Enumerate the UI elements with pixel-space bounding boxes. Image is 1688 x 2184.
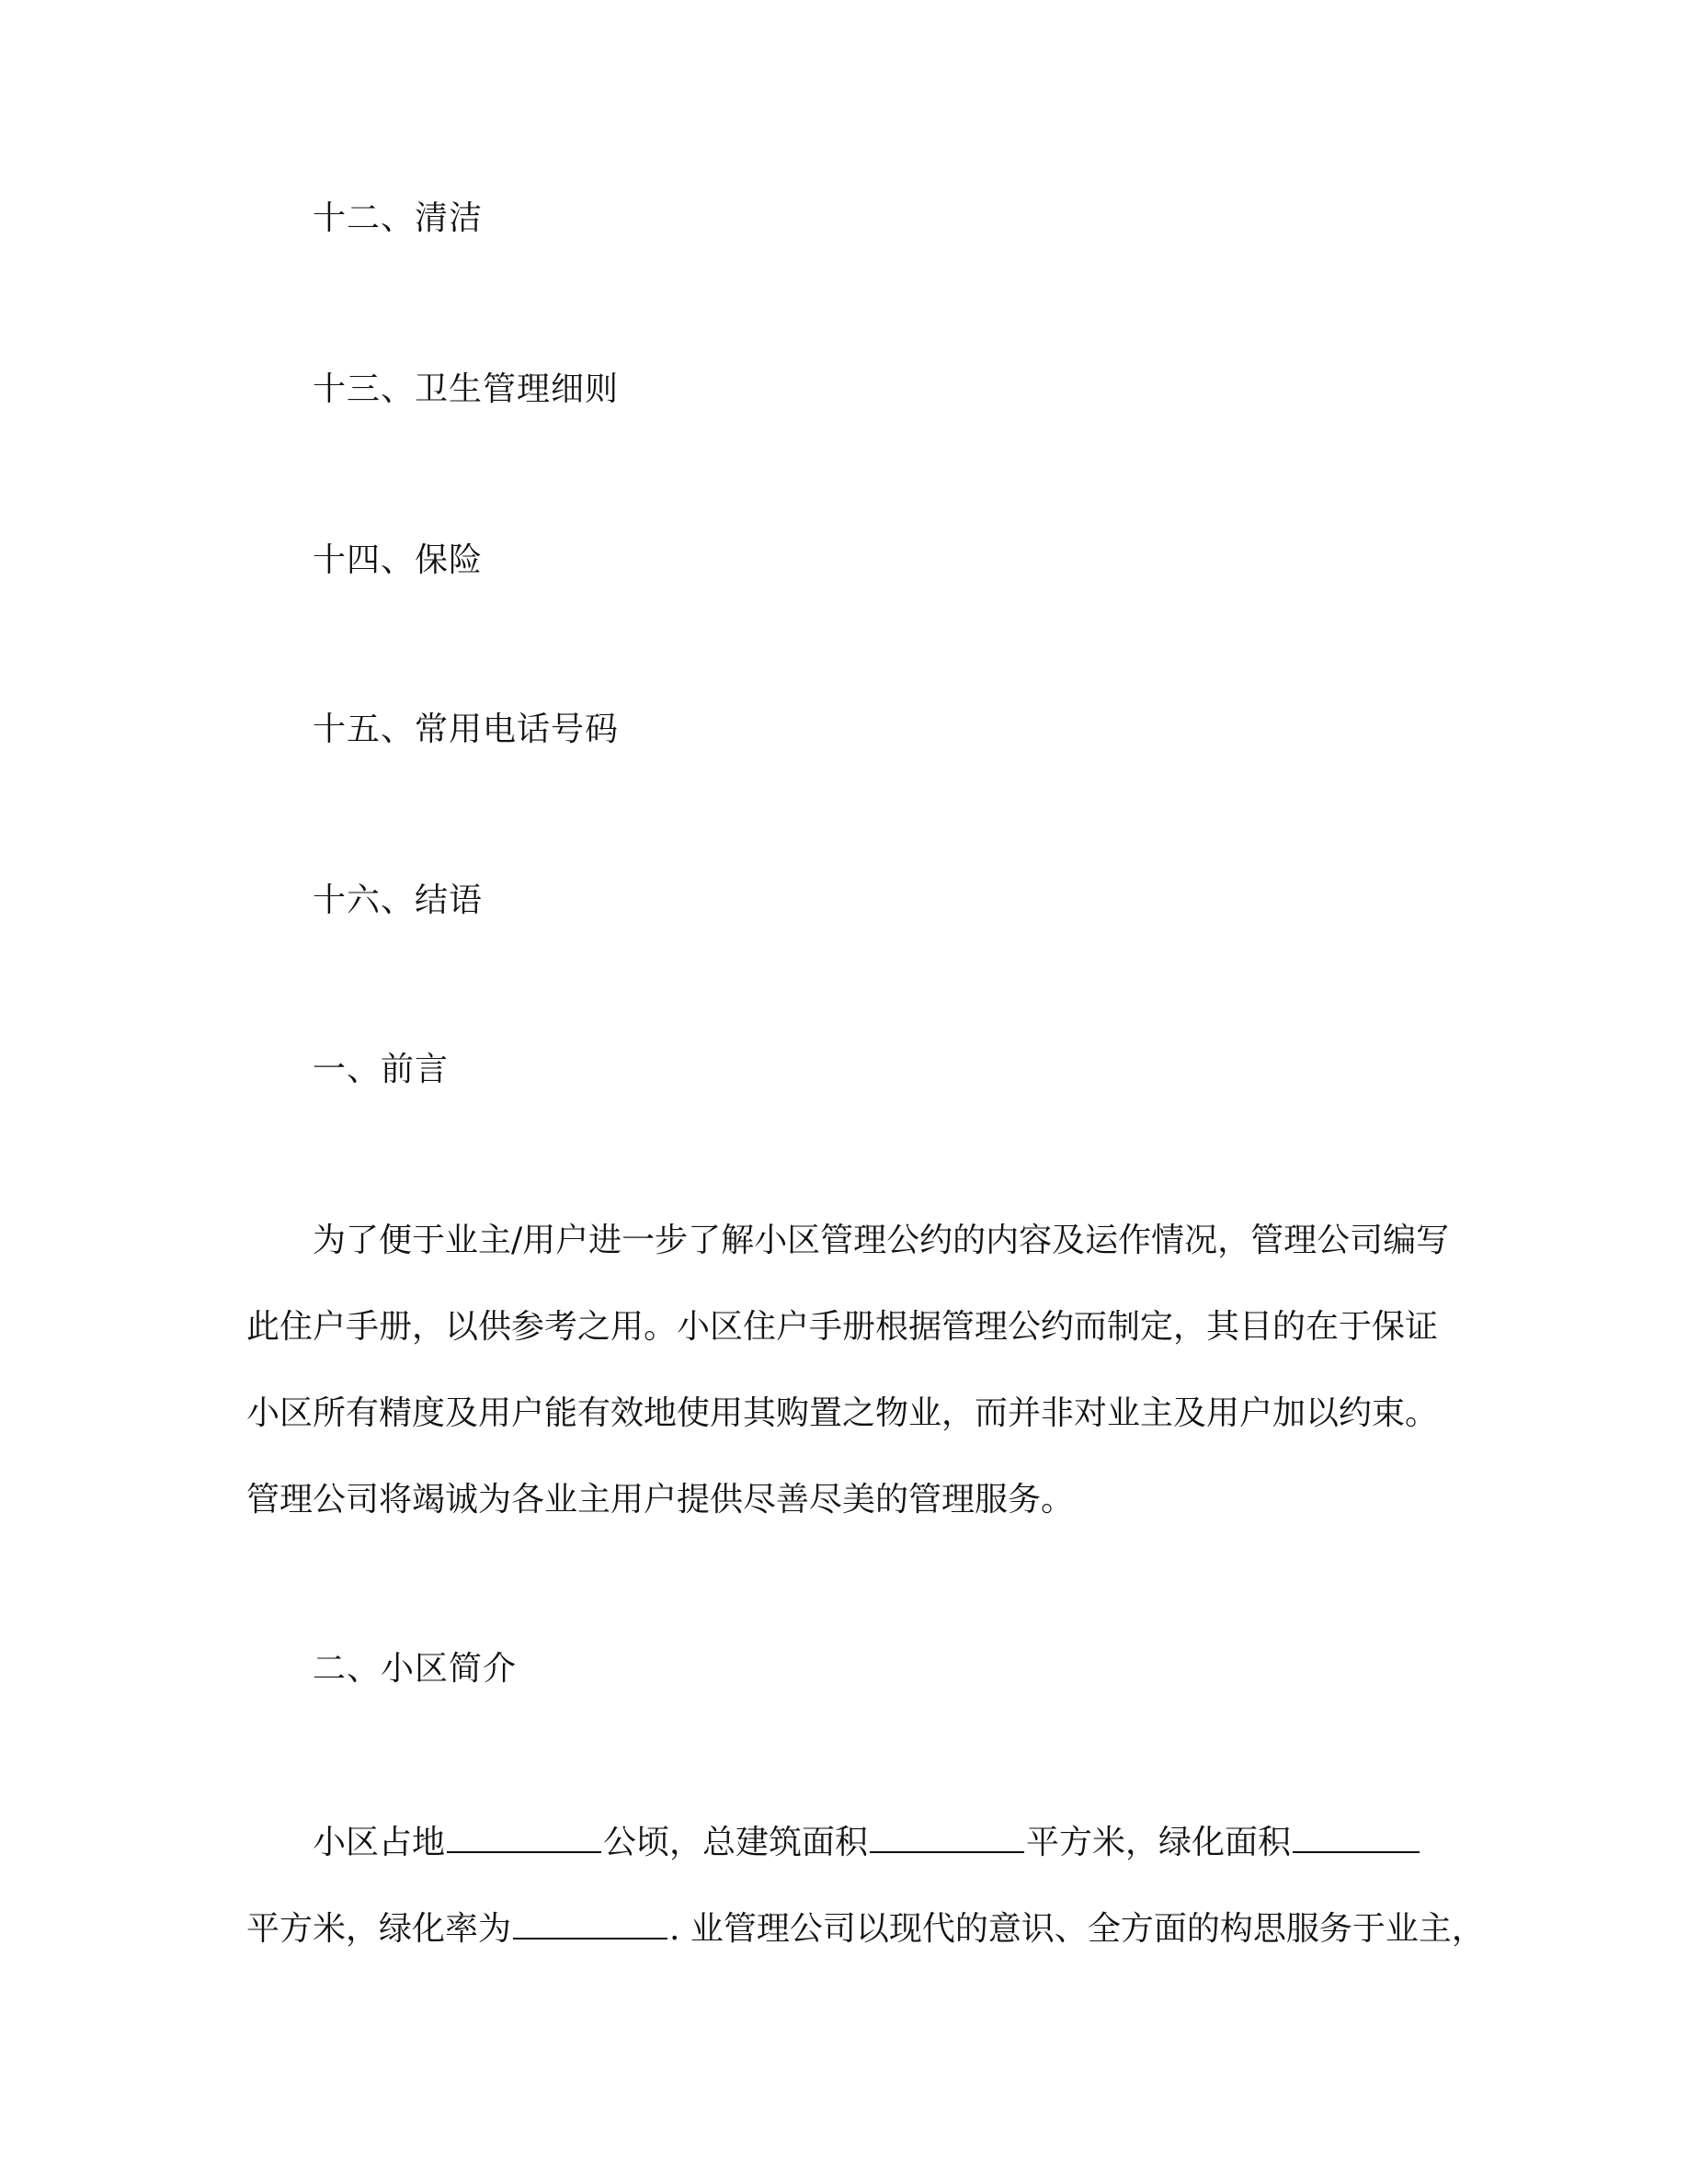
preface-line-1: 为了便于业主/用户进一步了解小区管理公约的内容及运作情况，管理公司编写 (313, 1222, 1450, 1259)
toc-item-16: 十六、结语 (313, 882, 484, 919)
preface-line-4: 管理公司将竭诚为各业主用户提供尽善尽美的管理服务。 (246, 1481, 1075, 1519)
intro-text-green: 平方米，绿化面积 (1026, 1824, 1292, 1861)
preface-line-3: 小区所有精度及用户能有效地使用其购置之物业，而并非对业主及用户加以约束。 (246, 1394, 1439, 1432)
toc-item-12: 十二、清洁 (313, 199, 484, 237)
intro-line-2 (246, 1905, 1485, 1951)
intro-text-area: 小区占地 (313, 1824, 446, 1861)
intro-line-1 (313, 1818, 1421, 1865)
section-heading-preface: 一、前言 (313, 1051, 450, 1088)
toc-item-13: 十三、卫生管理细则 (313, 370, 620, 408)
intro-text-green-rate: 平方米，绿化率为 (246, 1910, 512, 1948)
blank-green-area[interactable] (1293, 1818, 1420, 1853)
blank-land-area[interactable] (447, 1818, 601, 1853)
toc-item-15: 十五、常用电话号码 (313, 711, 620, 748)
blank-green-rate[interactable] (513, 1905, 667, 1939)
preface-line-2: 此住户手册，以供参考之用。小区住户手册根据管理公约而制定，其目的在于保证 (246, 1308, 1439, 1346)
intro-text-management: . 业管理公司以现代的意识、全方面的构思服务于业主， (669, 1910, 1485, 1948)
intro-text-building: 公顷，总建筑面积 (603, 1824, 869, 1861)
blank-building-area[interactable] (870, 1818, 1024, 1853)
section-heading-intro: 二、小区简介 (313, 1650, 518, 1688)
toc-item-14: 十四、保险 (313, 541, 484, 579)
